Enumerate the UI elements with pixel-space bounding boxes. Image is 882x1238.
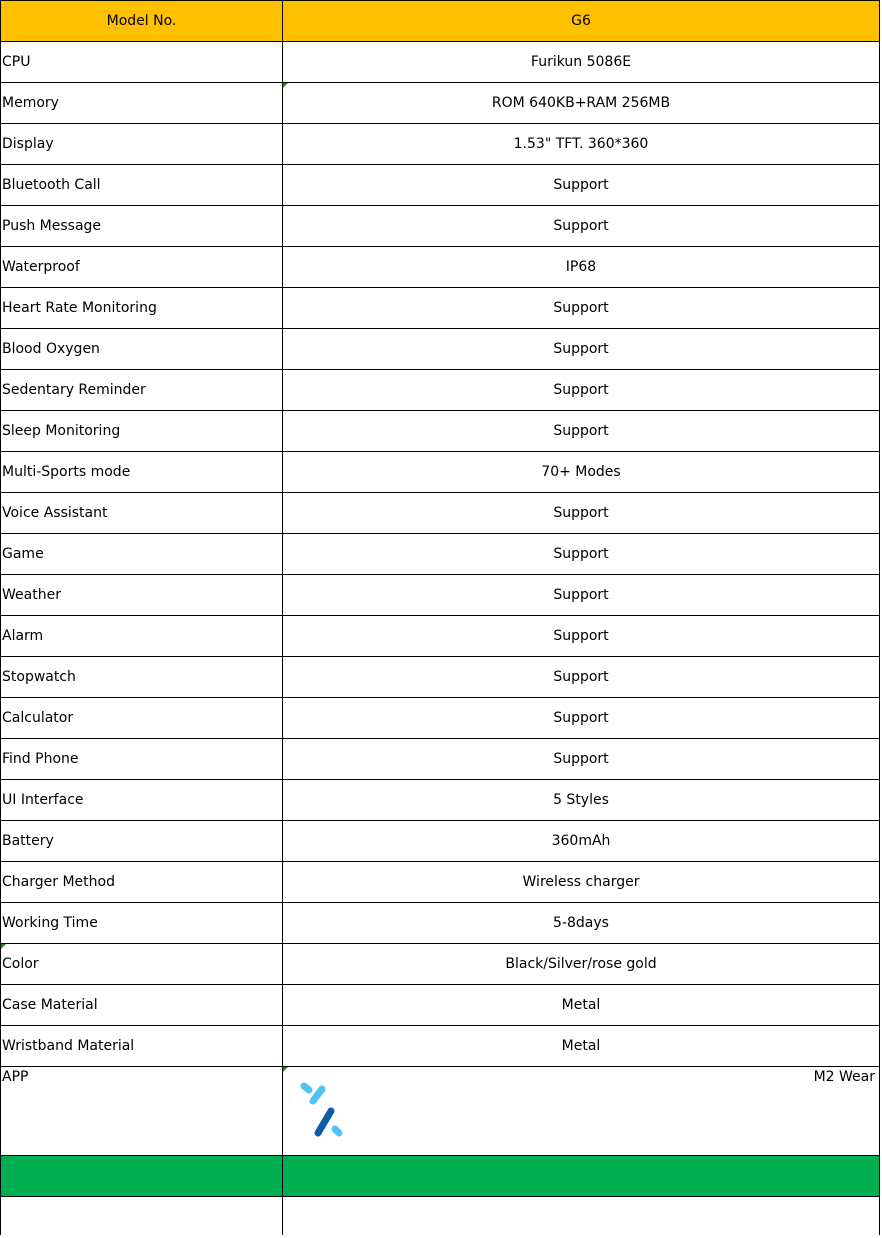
spec-row: [1, 616, 880, 657]
spec-value-cell[interactable]: Support: [283, 165, 880, 206]
spec-label-cell[interactable]: Bluetooth Call: [1, 165, 283, 206]
spec-value-cell[interactable]: Support: [283, 288, 880, 329]
spec-label-cell[interactable]: Push Message: [1, 206, 283, 247]
spec-value-cell[interactable]: Black/Silver/rose gold: [283, 944, 880, 985]
spec-row: [1, 780, 880, 821]
spec-row: [1, 534, 880, 575]
spec-label-cell[interactable]: Stopwatch: [1, 657, 283, 698]
spec-value-cell[interactable]: Wireless charger: [283, 862, 880, 903]
spec-label-cell[interactable]: Working Time: [1, 903, 283, 944]
app-logo-icon: [299, 1081, 345, 1139]
spec-row: [1, 493, 880, 534]
spec-row: [1, 165, 880, 206]
spec-label-cell[interactable]: Alarm: [1, 616, 283, 657]
spec-row: [1, 329, 880, 370]
spec-row: [1, 944, 880, 985]
spec-row: [1, 698, 880, 739]
spec-row: [1, 411, 880, 452]
app-row: [1, 1067, 880, 1156]
spec-value-cell[interactable]: 70+ Modes: [283, 452, 880, 493]
spec-row: [1, 821, 880, 862]
logo-stroke-light: [313, 1089, 322, 1101]
header-label-cell[interactable]: Model No.: [1, 1, 283, 42]
spec-value-cell[interactable]: Support: [283, 493, 880, 534]
empty-row: [1, 1197, 880, 1236]
spec-label-cell[interactable]: Multi-Sports mode: [1, 452, 283, 493]
spec-row: [1, 985, 880, 1026]
spec-label-cell[interactable]: Heart Rate Monitoring: [1, 288, 283, 329]
spec-label-cell[interactable]: Color: [1, 944, 283, 985]
spec-label-cell[interactable]: Calculator: [1, 698, 283, 739]
footer-green-cell[interactable]: [283, 1156, 880, 1197]
header-value-cell[interactable]: G6: [283, 1, 880, 42]
spec-row: [1, 370, 880, 411]
spec-value-cell[interactable]: Support: [283, 206, 880, 247]
spec-value-cell[interactable]: Support: [283, 575, 880, 616]
spec-value-cell[interactable]: ROM 640KB+RAM 256MB: [283, 83, 880, 124]
spec-row: [1, 903, 880, 944]
spec-row: [1, 739, 880, 780]
spec-row: [1, 575, 880, 616]
spec-label-cell[interactable]: Charger Method: [1, 862, 283, 903]
footer-green-row: [1, 1156, 880, 1197]
spec-label-cell[interactable]: Memory: [1, 83, 283, 124]
spec-row: [1, 657, 880, 698]
spec-value-cell[interactable]: Support: [283, 616, 880, 657]
spec-value-cell[interactable]: Metal: [283, 985, 880, 1026]
spec-value-cell[interactable]: 5 Styles: [283, 780, 880, 821]
spec-value-cell[interactable]: Support: [283, 370, 880, 411]
spec-value-cell[interactable]: IP68: [283, 247, 880, 288]
spec-value-cell[interactable]: Support: [283, 534, 880, 575]
spec-value-cell[interactable]: Support: [283, 739, 880, 780]
spec-row: [1, 452, 880, 493]
spec-value-cell[interactable]: Metal: [283, 1026, 880, 1067]
spec-value-cell[interactable]: Support: [283, 329, 880, 370]
app-name-text: M2 Wear: [813, 1069, 875, 1085]
spec-label-cell[interactable]: CPU: [1, 42, 283, 83]
spec-value-cell[interactable]: 360mAh: [283, 821, 880, 862]
spec-label-cell[interactable]: Sleep Monitoring: [1, 411, 283, 452]
spec-label-cell[interactable]: Display: [1, 124, 283, 165]
logo-stroke-dark: [318, 1111, 331, 1133]
spec-row: [1, 288, 880, 329]
empty-cell[interactable]: [283, 1197, 880, 1236]
empty-cell[interactable]: [1, 1197, 283, 1236]
logo-dot-top: [304, 1086, 309, 1090]
spec-row: [1, 124, 880, 165]
spec-label-cell[interactable]: Sedentary Reminder: [1, 370, 283, 411]
spec-label-cell[interactable]: Game: [1, 534, 283, 575]
spec-row: [1, 862, 880, 903]
spec-table-body: [1, 1, 880, 1236]
spec-value-cell[interactable]: Support: [283, 698, 880, 739]
spec-value-cell[interactable]: Support: [283, 657, 880, 698]
spec-label-cell[interactable]: Find Phone: [1, 739, 283, 780]
spec-label-cell[interactable]: Voice Assistant: [1, 493, 283, 534]
spec-label-cell[interactable]: Weather: [1, 575, 283, 616]
spec-label-cell[interactable]: Case Material: [1, 985, 283, 1026]
app-label-cell[interactable]: APP: [1, 1067, 283, 1156]
spec-label-cell[interactable]: Battery: [1, 821, 283, 862]
spec-label-cell[interactable]: Wristband Material: [1, 1026, 283, 1067]
spec-label-cell[interactable]: UI Interface: [1, 780, 283, 821]
spec-value-cell[interactable]: 5-8days: [283, 903, 880, 944]
spec-label-cell[interactable]: Waterproof: [1, 247, 283, 288]
footer-green-cell[interactable]: [1, 1156, 283, 1197]
spec-value-cell[interactable]: Support: [283, 411, 880, 452]
header-row: [1, 1, 880, 42]
spec-row: [1, 206, 880, 247]
spec-label-cell[interactable]: Blood Oxygen: [1, 329, 283, 370]
spec-row: [1, 247, 880, 288]
app-value-cell[interactable]: [283, 1067, 880, 1156]
spec-row: [1, 83, 880, 124]
spec-row: [1, 1026, 880, 1067]
spec-row: [1, 42, 880, 83]
spec-value-cell[interactable]: Furikun 5086E: [283, 42, 880, 83]
spec-value-cell[interactable]: 1.53" TFT. 360*360: [283, 124, 880, 165]
logo-dot-bottom: [335, 1129, 339, 1133]
